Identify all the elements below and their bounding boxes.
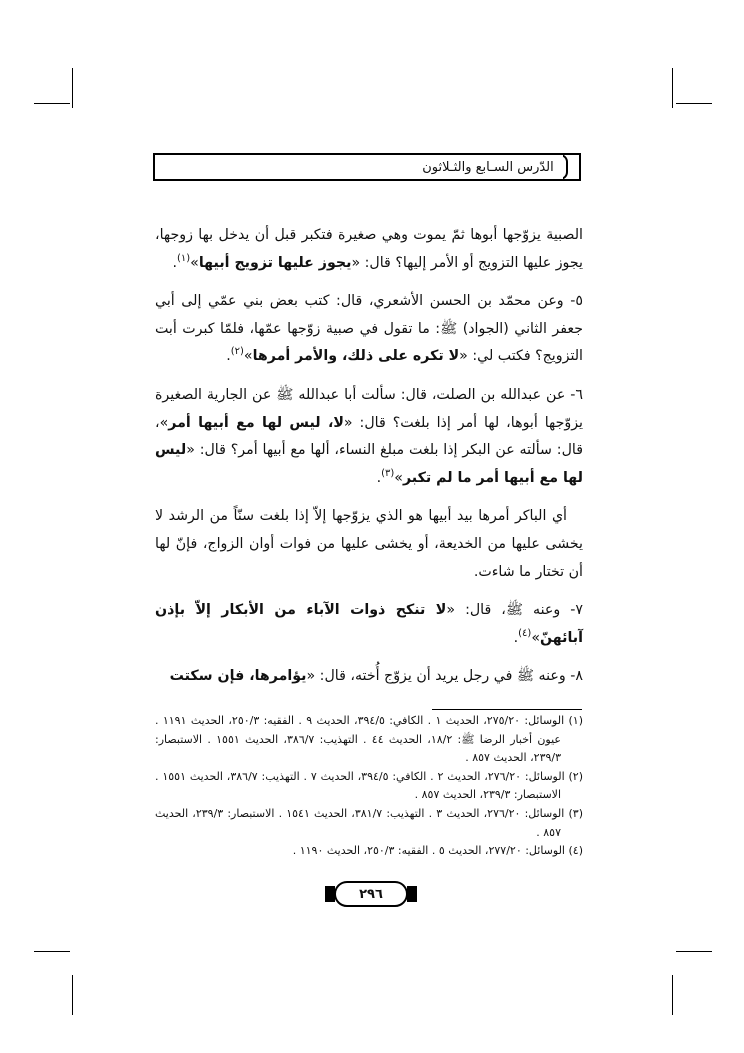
footnote-1: (١) الوسائل: ٢٧٥/٢٠، الحديث ١ . الكافي: ٣٩٤/٥، الحديث ٩ . الفقيه: ٢٥٠/٣، الحديث ١١٩١ . عيون أخبار الرضا ﷺ: ١٨/٢، الحديث ٤٤ . التهذيب: ٣٨٦/٧، الحديث ١٥٥١ . الاستبصار: ٢٣٩/٣، الحديث ٨٥٧ . bbox=[155, 714, 583, 765]
chapter-title: الدّرس السـابع والثـلاثون bbox=[413, 155, 563, 179]
text-run: أي الباكر أمرها بيد أبيها هو الذي يزوّجها إلاّ إذا بلغت سنّاً من الرشد لا يخشى عليها من الخديعة، أو يخشى عليها من فوات أوان الزواج، فإنّ لها أن تختار ما شاءت. bbox=[155, 508, 583, 580]
footnote-ref: (٢) bbox=[230, 346, 244, 358]
paragraph bbox=[155, 288, 583, 371]
paragraph bbox=[155, 382, 583, 492]
text-run: ٥- وعن محمّد بن الحسن الأشعري، قال: كتب بعض بني عمّي إلى أبي جعفر الثاني (الجواد) ﷺ: ما تقول في صبية زوّجها عمّها، فلمّا كبرت أبت التزويج؟ فكتب لي: « bbox=[155, 293, 583, 365]
quote-text: لا تكره على ذلك، والأمر أمرها bbox=[252, 348, 460, 365]
text-run: الصبية يزوّجها أبوها ثمّ يموت وهي صغيرة فتكبر قبل أن يدخل بها زوجها، يجوز عليها التزويج أو الأمر إليها؟ قال: « bbox=[155, 227, 583, 271]
quote-text: ليس لها مع أبيها أمر ما لم تكبر bbox=[155, 442, 583, 486]
crop-mark-top-left bbox=[72, 68, 73, 108]
paragraph bbox=[155, 222, 583, 277]
footnote-3: (٣) الوسائل: ٢٧٦/٢٠، الحديث ٣ . التهذيب: ٣٨١/٧، الحديث ١٥٤١ . الاستبصار: ٢٣٩/٣، الحديث ٨٥٧ . bbox=[155, 806, 583, 839]
footnote-ref: (١) bbox=[176, 252, 191, 264]
text-run: » bbox=[394, 469, 403, 486]
crop-mark-top-right-h bbox=[676, 103, 712, 104]
footnote-separator bbox=[432, 709, 582, 710]
crop-mark-bottom-right-h bbox=[676, 951, 712, 952]
paragraph bbox=[155, 597, 583, 652]
footnote-ref: (٣) bbox=[381, 467, 395, 479]
footnote-4: (٤) الوسائل: ٢٧٧/٢٠، الحديث ٥ . الفقيه: ٢٥٠/٣، الحديث ١١٩٠ . bbox=[292, 844, 583, 858]
text-run: . bbox=[513, 629, 519, 646]
crop-mark-top-right bbox=[672, 68, 673, 108]
text-run: . bbox=[376, 469, 382, 486]
text-run: ٦- عن عبدالله بن الصلت، قال: سألت أبا عبدالله ﷺ عن الجارية الصغيرة يزوّجها أبوها، لها أمر إذا بلغت؟ قال: « bbox=[155, 386, 583, 431]
text-run: ٧- وعنه ﷺ، قال: « bbox=[446, 602, 583, 619]
crop-mark-bottom-right bbox=[672, 975, 673, 1015]
text-run: . bbox=[226, 348, 231, 365]
footnote-ref: (٤) bbox=[518, 627, 532, 639]
main-text bbox=[155, 222, 583, 702]
text-run: » bbox=[190, 254, 199, 271]
quote-text: لا، ليس لها مع أبيها أمر bbox=[168, 414, 344, 431]
crop-mark-bottom-left bbox=[72, 975, 73, 1015]
footnotes bbox=[155, 712, 583, 861]
quote-text: لا تنكح ذوات الآباء من الأبكار إلاّ بإذن آبائهنّ bbox=[155, 602, 583, 646]
paragraph bbox=[155, 503, 583, 586]
text-run: »، قال: سألته عن البكر إذا بلغت مبلغ النساء، ألها مع أبيها أمر؟ قال: « bbox=[155, 414, 583, 459]
text-run: » bbox=[243, 348, 253, 365]
footnote-2: (٢) الوسائل: ٢٧٦/٢٠، الحديث ٢ . الكافي: ٣٩٤/٥، الحديث ٧ . التهذيب: ٣٨٦/٧، الحديث ١٥٥١ . الاستبصار: ٢٣٩/٣، الحديث ٨٥٧ . bbox=[155, 769, 583, 802]
quote-text: يجوز عليها تزويج أبيها bbox=[198, 254, 352, 271]
page-number-tab-right bbox=[407, 886, 417, 902]
text-run: ٨- وعنه ﷺ في رجل يريد أن يزوّج أُخته، قال: « bbox=[306, 668, 583, 685]
text-run: . bbox=[172, 254, 177, 271]
crop-mark-top-left-h bbox=[34, 103, 70, 104]
paragraph bbox=[155, 663, 583, 691]
quote-text: يؤامرها، فإن سكتت bbox=[169, 668, 307, 685]
crop-mark-bottom-left-h bbox=[34, 951, 70, 952]
text-run: » bbox=[531, 629, 541, 646]
page-number: ٢٩٦ bbox=[334, 881, 408, 907]
